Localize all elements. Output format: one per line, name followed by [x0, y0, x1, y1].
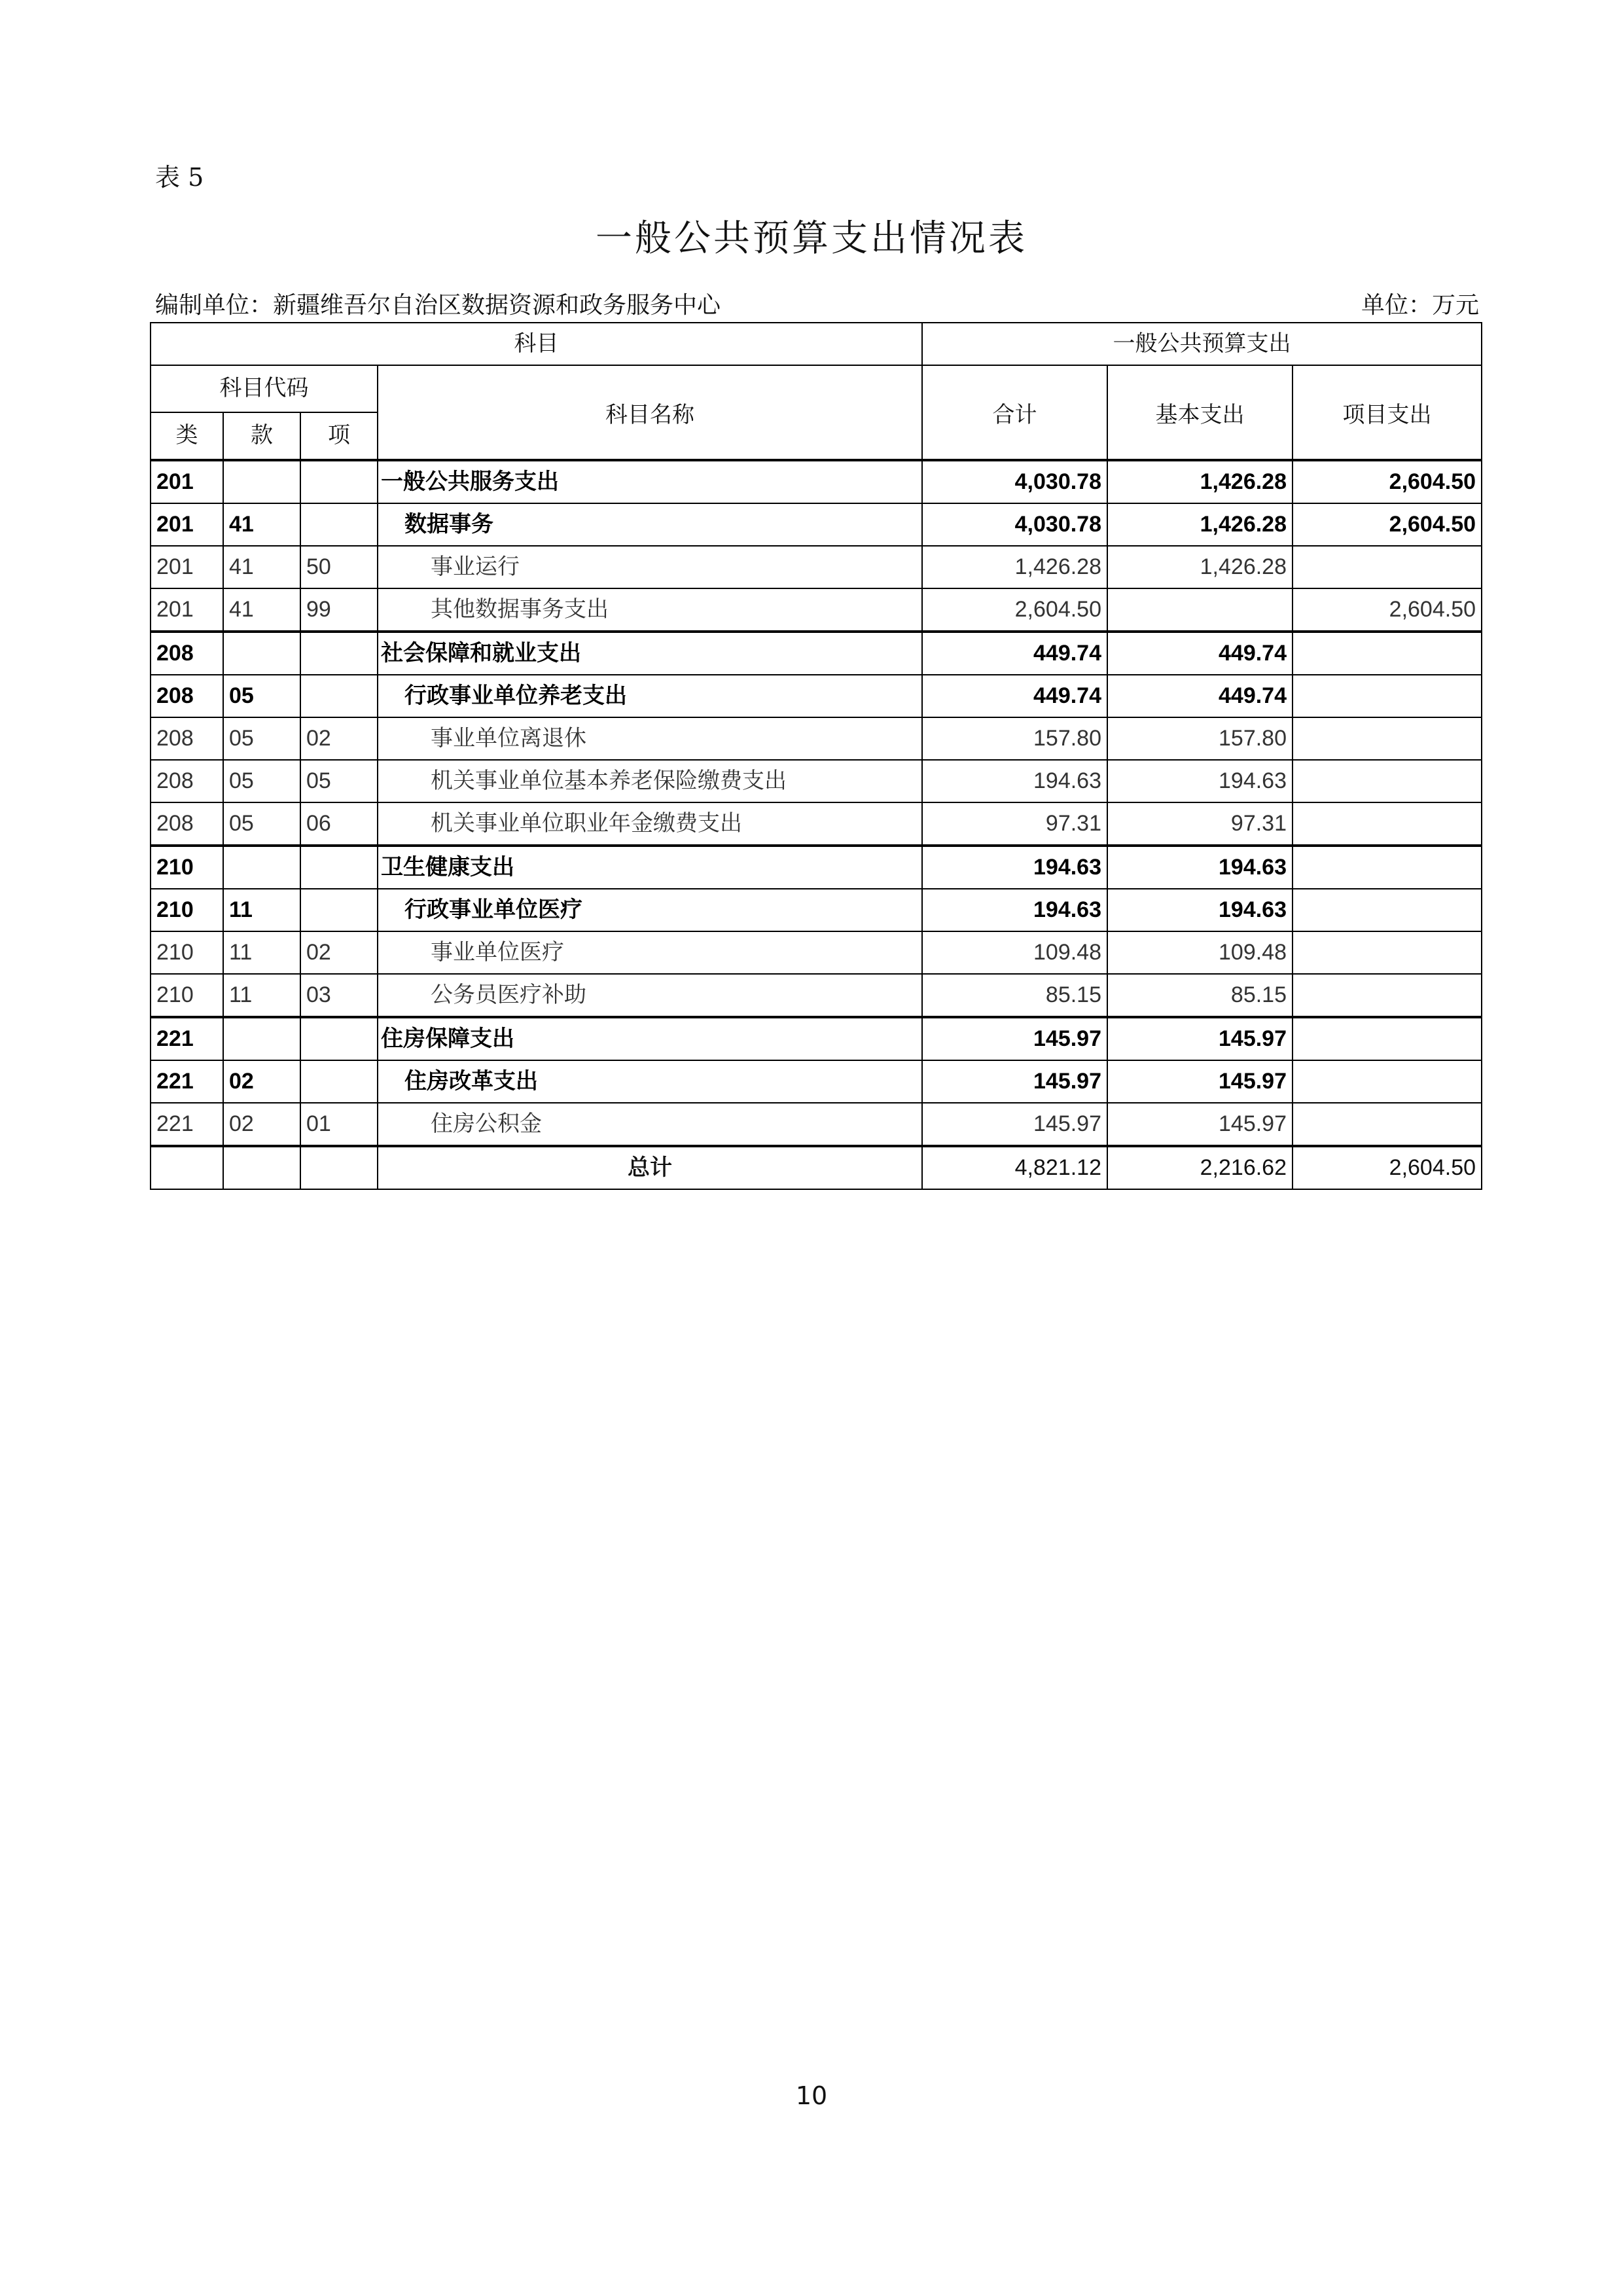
total-sum: 4,821.12 — [922, 1146, 1107, 1189]
amount-total: 449.74 — [922, 632, 1107, 675]
code-kuan: 41 — [223, 546, 300, 588]
amount-basic: 1,426.28 — [1107, 460, 1293, 503]
header-subject: 科目 — [151, 323, 922, 365]
amount-basic: 145.97 — [1107, 1103, 1293, 1146]
code-lei: 201 — [151, 588, 223, 632]
subject-name: 机关事业单位职业年金缴费支出 — [378, 802, 922, 846]
amount-basic: 194.63 — [1107, 889, 1293, 931]
code-xiang — [300, 675, 378, 717]
amount-project — [1293, 1017, 1482, 1060]
amount-total: 145.97 — [922, 1103, 1107, 1146]
amount-project — [1293, 974, 1482, 1017]
code-lei: 208 — [151, 632, 223, 675]
amount-total: 4,030.78 — [922, 503, 1107, 546]
amount-project — [1293, 632, 1482, 675]
code-kuan: 11 — [223, 974, 300, 1017]
code-kuan — [223, 846, 300, 889]
subject-name: 卫生健康支出 — [378, 846, 922, 889]
total-kuan-cell — [223, 1146, 300, 1189]
table-row — [151, 1017, 1482, 1060]
amount-project — [1293, 717, 1482, 760]
amount-total: 85.15 — [922, 974, 1107, 1017]
code-xiang — [300, 503, 378, 546]
amount-total: 449.74 — [922, 675, 1107, 717]
amount-total: 194.63 — [922, 889, 1107, 931]
code-xiang: 06 — [300, 802, 378, 846]
page-title: 一般公共预算支出情况表 — [596, 217, 1027, 260]
total-label: 总计 — [378, 1146, 922, 1189]
table-label: 表 5 — [155, 163, 204, 192]
amount-basic: 449.74 — [1107, 675, 1293, 717]
code-xiang — [300, 632, 378, 675]
header-subject-code: 科目代码 — [151, 365, 378, 412]
amount-basic: 1,426.28 — [1107, 546, 1293, 588]
amount-total: 1,426.28 — [922, 546, 1107, 588]
table-row — [151, 675, 1482, 717]
subject-name: 住房公积金 — [378, 1103, 922, 1146]
total-project: 2,604.50 — [1293, 1146, 1482, 1189]
subject-name: 一般公共服务支出 — [378, 460, 922, 503]
code-xiang: 99 — [300, 588, 378, 632]
amount-basic: 194.63 — [1107, 760, 1293, 802]
subject-name: 其他数据事务支出 — [378, 588, 922, 632]
code-kuan — [223, 1017, 300, 1060]
org-label: 编制单位：新疆维吾尔自治区数据资源和政务服务中心 — [155, 292, 721, 319]
code-xiang: 03 — [300, 974, 378, 1017]
header-subject-name: 科目名称 — [378, 365, 922, 460]
table-row — [151, 889, 1482, 931]
code-lei: 221 — [151, 1103, 223, 1146]
table-row — [151, 802, 1482, 846]
code-kuan: 11 — [223, 931, 300, 974]
code-xiang: 02 — [300, 931, 378, 974]
amount-total: 97.31 — [922, 802, 1107, 846]
code-xiang — [300, 846, 378, 889]
total-basic: 2,216.62 — [1107, 1146, 1293, 1189]
code-kuan: 41 — [223, 588, 300, 632]
code-xiang — [300, 1017, 378, 1060]
table-row — [151, 503, 1482, 546]
subject-name: 行政事业单位养老支出 — [378, 675, 922, 717]
code-lei: 221 — [151, 1017, 223, 1060]
amount-project — [1293, 889, 1482, 931]
header-total: 合计 — [922, 365, 1107, 460]
amount-total: 2,604.50 — [922, 588, 1107, 632]
table-row — [151, 717, 1482, 760]
code-kuan: 11 — [223, 889, 300, 931]
code-xiang: 05 — [300, 760, 378, 802]
code-lei: 201 — [151, 503, 223, 546]
table-row — [151, 974, 1482, 1017]
amount-total: 194.63 — [922, 846, 1107, 889]
amount-basic: 97.31 — [1107, 802, 1293, 846]
code-lei: 208 — [151, 760, 223, 802]
subject-name: 机关事业单位基本养老保险缴费支出 — [378, 760, 922, 802]
code-lei: 201 — [151, 460, 223, 503]
subject-name: 行政事业单位医疗 — [378, 889, 922, 931]
subject-name: 住房改革支出 — [378, 1060, 922, 1103]
subject-name: 事业运行 — [378, 546, 922, 588]
amount-project — [1293, 802, 1482, 846]
subject-name: 住房保障支出 — [378, 1017, 922, 1060]
amount-basic: 145.97 — [1107, 1060, 1293, 1103]
amount-basic: 109.48 — [1107, 931, 1293, 974]
amount-project: 2,604.50 — [1293, 503, 1482, 546]
amount-project — [1293, 675, 1482, 717]
total-lei-cell — [151, 1146, 223, 1189]
code-kuan: 41 — [223, 503, 300, 546]
code-lei: 208 — [151, 675, 223, 717]
header-kuan: 款 — [223, 412, 300, 460]
amount-basic: 145.97 — [1107, 1017, 1293, 1060]
page-number: 10 — [795, 2081, 828, 2110]
table-row — [151, 632, 1482, 675]
amount-total: 194.63 — [922, 760, 1107, 802]
code-xiang — [300, 460, 378, 503]
code-kuan: 05 — [223, 760, 300, 802]
unit-label: 单位：万元 — [1361, 292, 1479, 319]
code-lei: 210 — [151, 889, 223, 931]
subject-name: 数据事务 — [378, 503, 922, 546]
header-xiang: 项 — [300, 412, 378, 460]
amount-project — [1293, 846, 1482, 889]
amount-basic: 85.15 — [1107, 974, 1293, 1017]
header-basic: 基本支出 — [1107, 365, 1293, 460]
code-xiang — [300, 1060, 378, 1103]
table-row — [151, 931, 1482, 974]
subject-name: 公务员医疗补助 — [378, 974, 922, 1017]
code-kuan: 02 — [223, 1060, 300, 1103]
header-budget-exp: 一般公共预算支出 — [922, 323, 1482, 365]
code-lei: 208 — [151, 802, 223, 846]
amount-basic: 157.80 — [1107, 717, 1293, 760]
code-kuan — [223, 460, 300, 503]
amount-basic: 194.63 — [1107, 846, 1293, 889]
table-row — [151, 760, 1482, 802]
amount-total: 109.48 — [922, 931, 1107, 974]
budget-table — [150, 322, 1482, 1190]
code-lei: 208 — [151, 717, 223, 760]
amount-total: 4,030.78 — [922, 460, 1107, 503]
amount-project — [1293, 760, 1482, 802]
code-xiang: 02 — [300, 717, 378, 760]
total-row — [151, 1146, 1482, 1189]
amount-project: 2,604.50 — [1293, 588, 1482, 632]
code-kuan: 05 — [223, 802, 300, 846]
code-kuan: 05 — [223, 717, 300, 760]
code-lei: 210 — [151, 846, 223, 889]
code-lei: 210 — [151, 931, 223, 974]
amount-project — [1293, 546, 1482, 588]
table-row — [151, 460, 1482, 503]
amount-project — [1293, 931, 1482, 974]
header-project: 项目支出 — [1293, 365, 1482, 460]
amount-total: 145.97 — [922, 1060, 1107, 1103]
code-kuan: 05 — [223, 675, 300, 717]
table-body — [151, 460, 1482, 1146]
code-xiang: 01 — [300, 1103, 378, 1146]
amount-basic: 1,426.28 — [1107, 503, 1293, 546]
amount-project — [1293, 1060, 1482, 1103]
code-lei: 201 — [151, 546, 223, 588]
code-lei: 221 — [151, 1060, 223, 1103]
amount-project — [1293, 1103, 1482, 1146]
code-lei: 210 — [151, 974, 223, 1017]
amount-project: 2,604.50 — [1293, 460, 1482, 503]
table-row — [151, 1060, 1482, 1103]
code-kuan: 02 — [223, 1103, 300, 1146]
subject-name: 社会保障和就业支出 — [378, 632, 922, 675]
table-row — [151, 1103, 1482, 1146]
amount-basic: 449.74 — [1107, 632, 1293, 675]
code-xiang: 50 — [300, 546, 378, 588]
header-lei: 类 — [151, 412, 223, 460]
amount-total: 145.97 — [922, 1017, 1107, 1060]
subject-name: 事业单位离退休 — [378, 717, 922, 760]
code-kuan — [223, 632, 300, 675]
table-row — [151, 546, 1482, 588]
subject-name: 事业单位医疗 — [378, 931, 922, 974]
amount-basic — [1107, 588, 1293, 632]
total-xiang-cell — [300, 1146, 378, 1189]
table-row — [151, 846, 1482, 889]
amount-total: 157.80 — [922, 717, 1107, 760]
table-row — [151, 588, 1482, 632]
code-xiang — [300, 889, 378, 931]
